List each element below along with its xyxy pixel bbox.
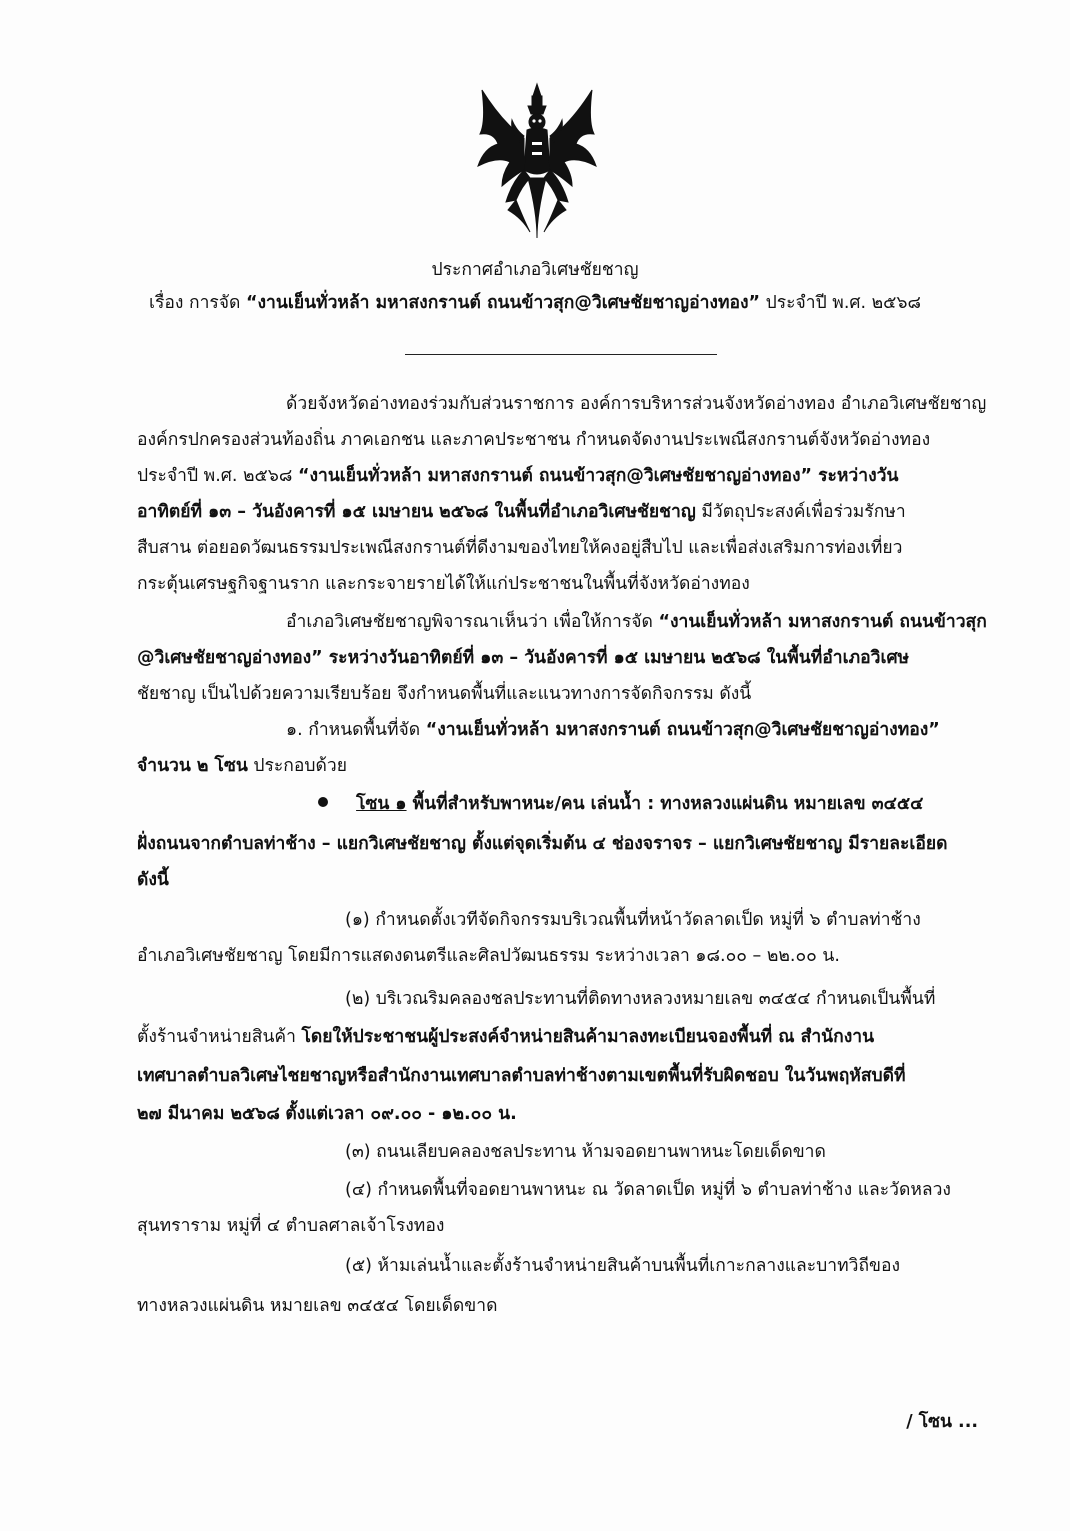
item1-line2 (137, 753, 347, 779)
para1-text-2: องค์กรปกครองส่วนท้องถิ่น ภาคเอกชน และภาคประชาชน กำหนดจัดงานประเพณีสงกรานต์จังหวัดอ่างทอง (137, 430, 931, 450)
para1-text-4: “งานเย็นทั่วหล้า มหาสงกรานต์ ถนนข้าวสุก@วิเศษชัยชาญอ่างทอง” ระหว่างวัน (297, 466, 899, 486)
para1-text-8: กระตุ้นเศรษฐกิจฐานราก และกระจายรายได้ให้แก่ประชาชนในพื้นที่จังหวัดอ่างทอง (137, 574, 750, 594)
zone1-item3: (๓) ถนนเลียบคลองชลประทาน ห้ามจอดยานพาหนะโดยเด็ดขาด (345, 1142, 826, 1162)
zone1-line2: ฝั่งถนนจากตำบลท่าช้าง – แยกวิเศษชัยชาญ ตั้งแต่จุดเริ่มต้น ๔ ช่องจราจร – แยกวิเศษชัยชาญ มีรายละเอียด (137, 834, 948, 854)
item1-count: จำนวน ๒ โซน (137, 756, 248, 776)
para1-line3 (137, 463, 898, 489)
zone1-item2-text-b: โดยให้ประชาชนผู้ประสงค์จำหน่ายสินค้ามาลงทะเบียนจองพื้นที่ ณ สำนักงาน (301, 1027, 875, 1047)
zone1-item2-line4 (137, 1101, 517, 1127)
announcement-title: ประกาศอำเภอวิเศษชัยชาญ (431, 260, 639, 280)
zone1-desc: พื้นที่สำหรับพาหนะ/คน เล่นน้ำ : ทางหลวงแผ่นดิน หมายเลข ๓๔๕๔ (412, 794, 924, 814)
zone1-item5-line1: (๕) ห้ามเล่นน้ำและตั้งร้านจำหน่ายสินค้าบนพื้นที่เกาะกลางและบาทวิถีของ (345, 1256, 901, 1276)
para2-text-1a: อำเภอวิเศษชัยชาญพิจารณาเห็นว่า เพื่อให้การจัด (286, 612, 653, 632)
para1-line5 (137, 535, 975, 561)
para1-line2 (137, 427, 975, 453)
zone1-line3: ดังนี้ (137, 870, 169, 890)
zone1-item2-line1: (๒) บริเวณริมคลองชลประทานที่ติดทางหลวงหมายเลข ๓๔๕๔ กำหนดเป็นพื้นที่ (345, 989, 936, 1009)
zone1-item5-line2: ทางหลวงแผ่นดิน หมายเลข ๓๔๕๔ โดยเด็ดขาด (137, 1296, 498, 1316)
zone1-item4-line1: (๔) กำหนดพื้นที่จอดยานพาหนะ ณ วัดลาดเป็ด หมู่ที่ ๖ ตำบลท่าช้าง และวัดหลวง (345, 1180, 951, 1200)
zone1-item1-line1: (๑) กำหนดตั้งเวทีจัดกิจกรรมบริเวณพื้นที่หน้าวัดลาดเป็ด หมู่ที่ ๖ ตำบลท่าช้าง (345, 910, 921, 930)
zone1-heading (318, 791, 923, 817)
subject-event: “งานเย็นทั่วหล้า มหาสงกรานต์ ถนนข้าวสุก@วิเศษชัยชาญอ่างทอง” (246, 293, 761, 313)
zone1-item2-line3: เทศบาลตำบลวิเศษไชยชาญหรือสำนักงานเทศบาลตำบลท่าช้างตามเขตพื้นที่รับผิดชอบ ในวันพฤหัสบดีที่ (137, 1066, 906, 1086)
header-divider (405, 354, 717, 355)
para1-text-3: ประจำปี พ.ศ. ๒๕๖๘ (137, 466, 293, 486)
item1-event: “งานเย็นทั่วหล้า มหาสงกรานต์ ถนนข้าวสุก@วิเศษชัยชาญอ่างทอง” (425, 720, 940, 740)
para1-text-6: มีวัตถุประสงค์เพื่อร่วมรักษา (701, 502, 906, 522)
para1-text-7: สืบสาน ต่อยอดวัฒนธรรมประเพณีสงกรานต์ที่ดีงามของไทยให้คงอยู่สืบไป และเพื่อส่งเสริมการท่องเที่ยว (137, 538, 903, 558)
subject-suffix: ประจำปี พ.ศ. ๒๕๖๘ (765, 293, 922, 313)
para1-line4 (137, 499, 906, 525)
zone1-item1-line2: อำเภอวิเศษชัยชาญ โดยมีการแสดงดนตรีและศิลปวัฒนธรรม ระหว่างเวลา ๑๘.๐๐ – ๒๒.๐๐ น. (137, 946, 840, 966)
subject-prefix: เรื่อง การจัด (148, 293, 241, 313)
announcement-subject (0, 290, 1070, 316)
item1-line1 (286, 717, 940, 743)
zone1-label: โซน ๑ (356, 794, 407, 814)
para2-line2: @วิเศษชัยชาญอ่างทอง” ระหว่างวันอาทิตย์ที่ ๑๓ – วันอังคารที่ ๑๕ เมษายน ๒๕๖๘ ในพื้นที่อำเภอวิเศษ (137, 648, 910, 668)
para1-text-1: ด้วยจังหวัดอ่างทองร่วมกับส่วนราชการ องค์การบริหารส่วนจังหวัดอ่างทอง อำเภอวิเศษชัยชาญ (286, 394, 987, 414)
para1-line1 (286, 391, 987, 417)
zone1-item2-line2 (137, 1024, 874, 1050)
item1-count-suffix: ประกอบด้วย (253, 756, 347, 776)
para2-text-1b: “งานเย็นทั่วหล้า มหาสงกรานต์ ถนนข้าวสุก (658, 612, 987, 632)
zone1-item2-text-a: ตั้งร้านจำหน่ายสินค้า (137, 1027, 296, 1047)
page-continuation: / โซน ... (906, 1412, 978, 1432)
para2-line3: ชัยชาญ เป็นไปด้วยความเรียบร้อย จึงกำหนดพื้นที่และแนวทางการจัดกิจกรรม ดังนี้ (137, 684, 752, 704)
para2-line1 (286, 609, 987, 635)
garuda-emblem-icon (472, 82, 602, 240)
zone1-item2-date: ๒๗ มีนาคม ๒๕๖๘ (137, 1104, 280, 1124)
zone1-item4-line2: สุนทราราม หมู่ที่ ๔ ตำบลศาลเจ้าโรงทอง (137, 1216, 445, 1236)
para1-line6 (137, 571, 750, 597)
para1-text-5: อาทิตย์ที่ ๑๓ – วันอังคารที่ ๑๕ เมษายน ๒๕๖๘ ในพื้นที่อำเภอวิเศษชัยชาญ (137, 502, 696, 522)
bullet-icon (318, 797, 328, 807)
item1-prefix: ๑. กำหนดพื้นที่จัด (286, 720, 421, 740)
zone1-item2-time: ตั้งแต่เวลา ๐๙.๐๐ - ๑๒.๐๐ น. (285, 1104, 517, 1124)
